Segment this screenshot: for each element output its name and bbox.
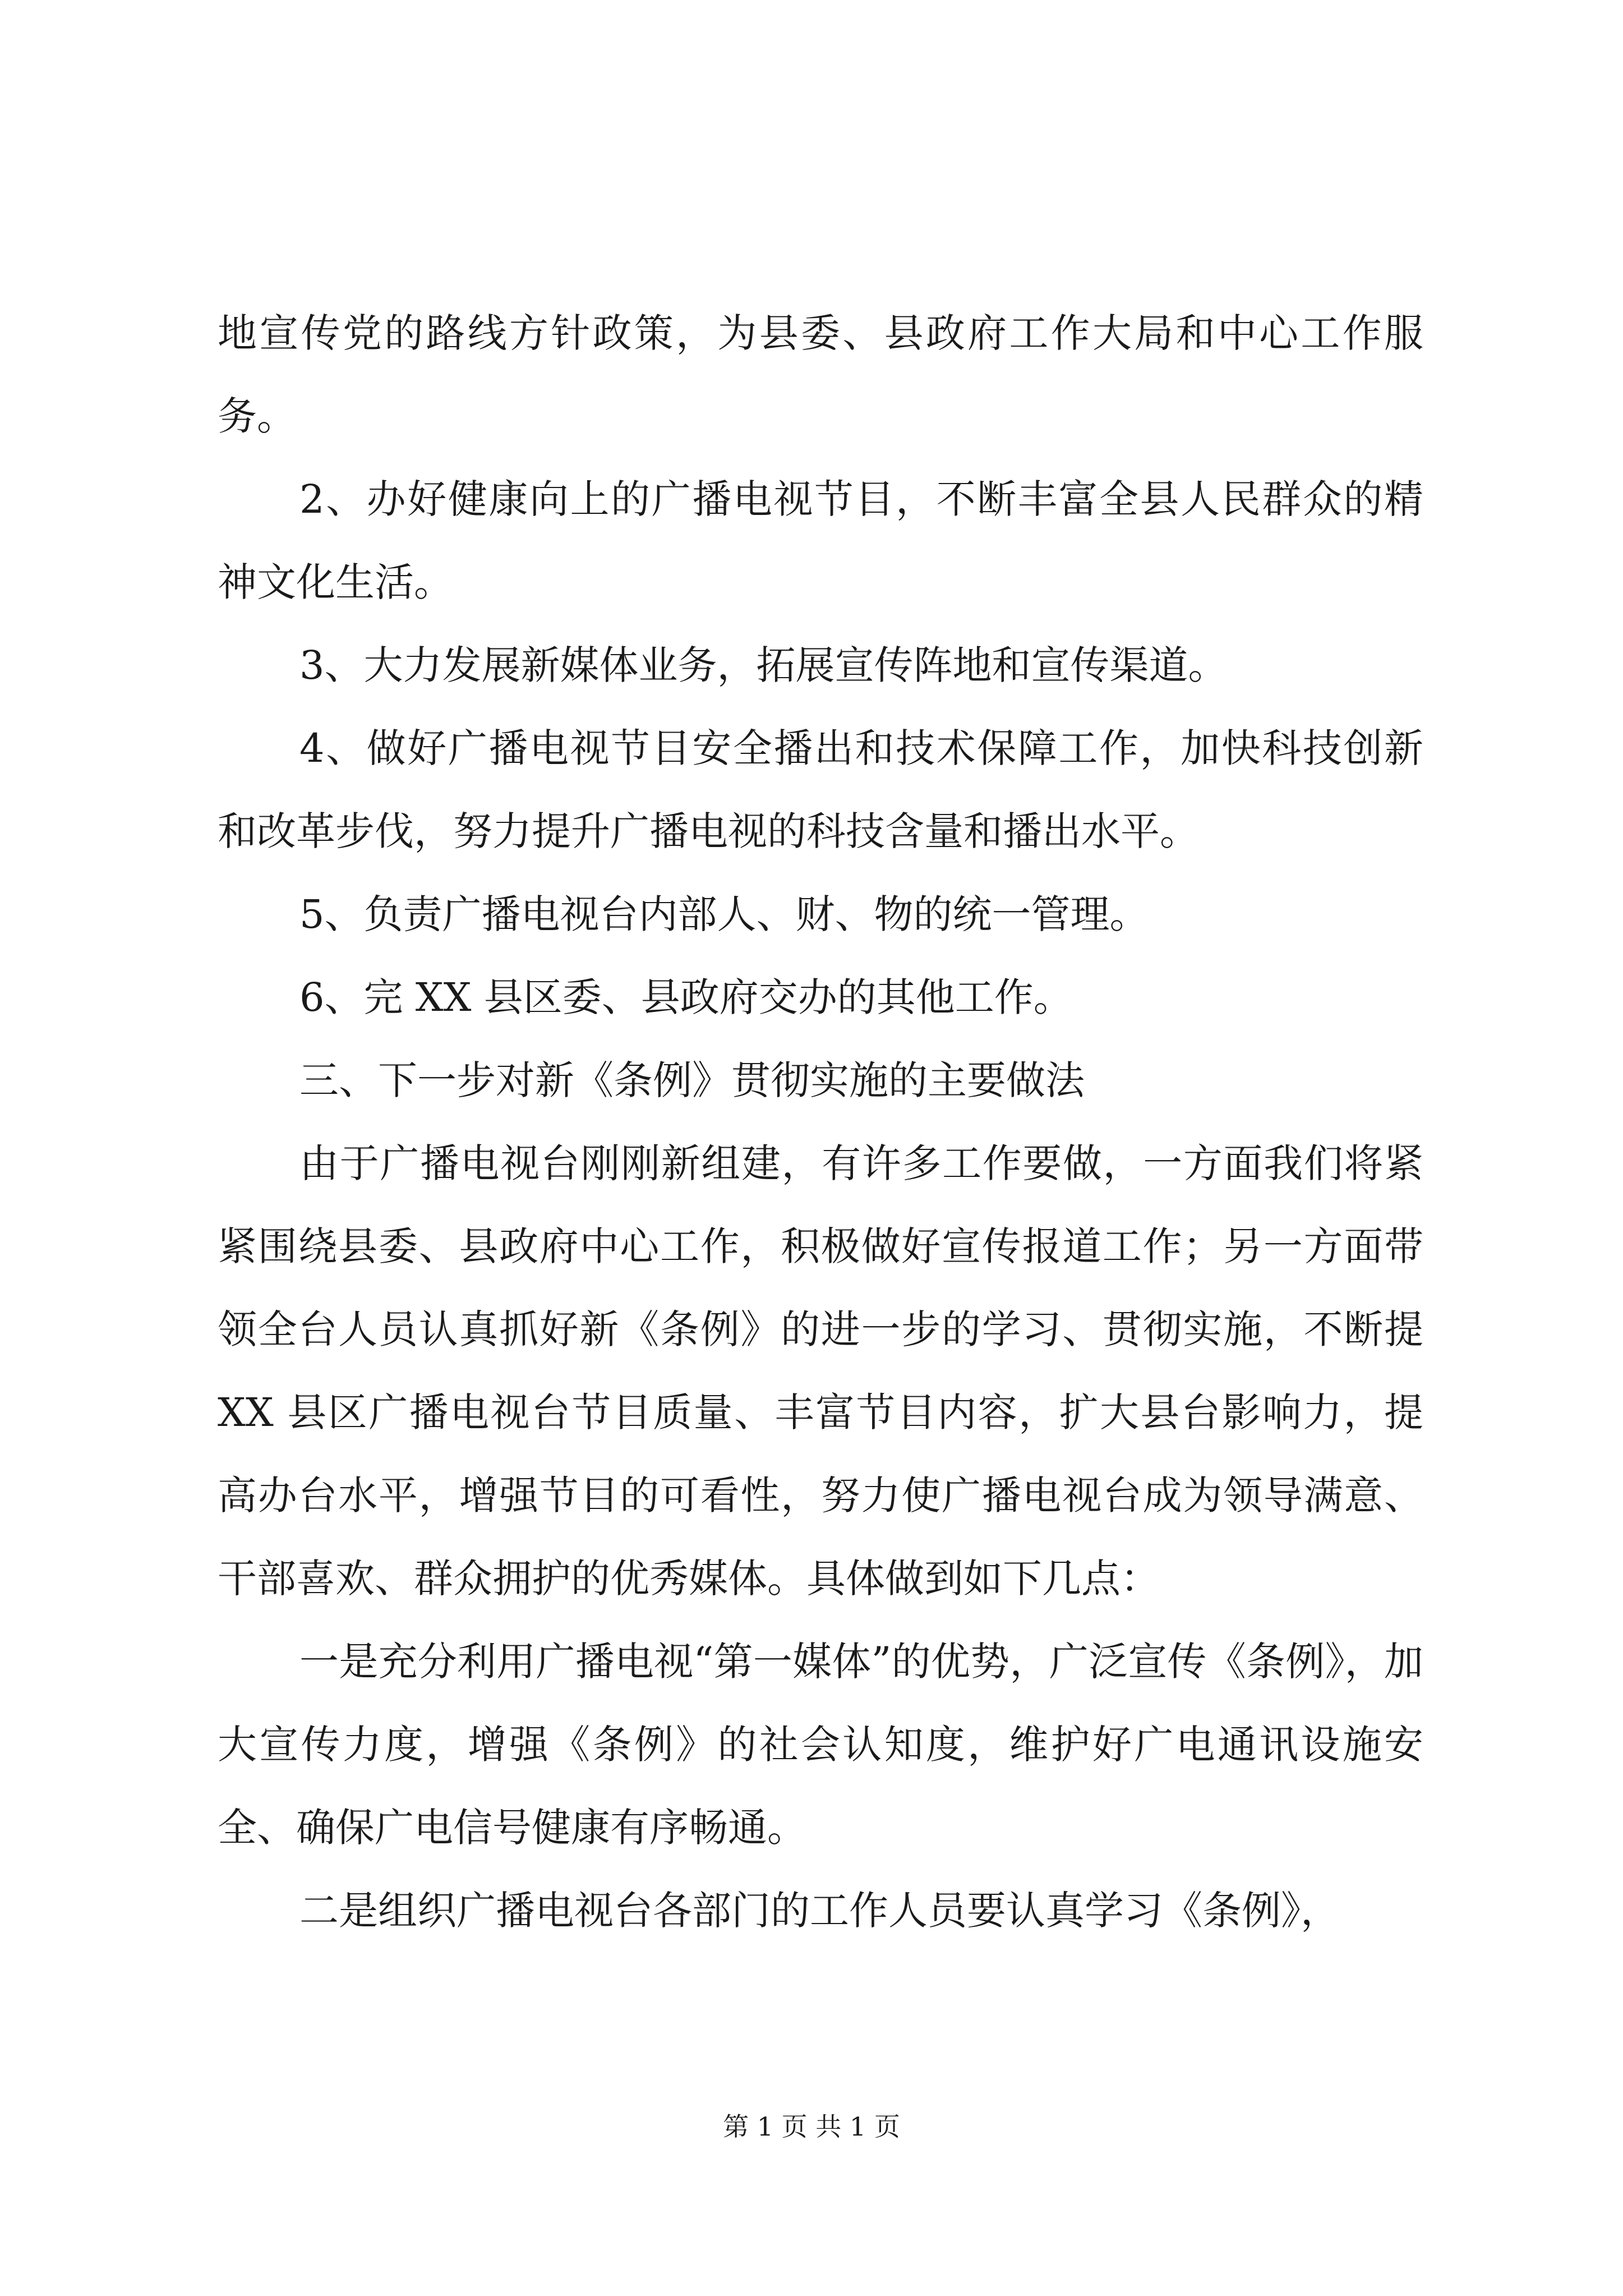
paragraph-intro: 由于广播电视台刚刚新组建，有许多工作要做，一方面我们将紧紧围绕县委、县政府中心工作，积极做好宣传报道工作；另一方面带领全台人员认真抓好新《条例》的进一步的学习、贯彻实施，不断提 XX 县区广播电视台节目质量、丰富节目内容，扩大县台影响力，提高办台水平，增强节目的可看性，努力使广播电视台成为领导满意、干部喜欢、群众拥护的优秀媒体。具体做到如下几点： xyxy=(218,1140,1423,1602)
section-heading: 三、下一步对新《条例》贯彻实施的主要做法 xyxy=(299,1057,1085,1103)
paragraph-point-2: 二是组织广播电视台各部门的工作人员要认真学习《条例》， xyxy=(299,1888,1340,1934)
paragraph-item-2: 2、办好健康向上的广播电视节目，不断丰富全县人民群众的精神文化生活。 xyxy=(218,476,1423,605)
paragraph-item-6: 6、完 XX 县区委、县政府交办的其他工作。 xyxy=(299,974,1073,1020)
document-body xyxy=(218,292,1423,1952)
paragraph-item-3: 3、大力发展新媒体业务，拓展宣传阵地和宣传渠道。 xyxy=(299,642,1228,688)
page-footer: 第 1 页 共 1 页 xyxy=(723,2111,900,2142)
paragraph-item-5: 5、负责广播电视台内部人、财、物的统一管理。 xyxy=(299,891,1149,937)
paragraph-point-1: 一是充分利用广播电视“第一媒体”的优势，广泛宣传《条例》，加大宣传力度，增强《条例》的社会认知度，维护好广电通讯设施安全、确保广电信号健康有序畅通。 xyxy=(218,1639,1423,1851)
paragraph-continuation: 地宣传党的路线方针政策，为县委、县政府工作大局和中心工作服务。 xyxy=(218,310,1423,439)
paragraph-item-4: 4、做好广播电视节目安全播出和技术保障工作，加快科技创新和改革步伐，努力提升广播电视的科技含量和播出水平。 xyxy=(218,725,1423,854)
